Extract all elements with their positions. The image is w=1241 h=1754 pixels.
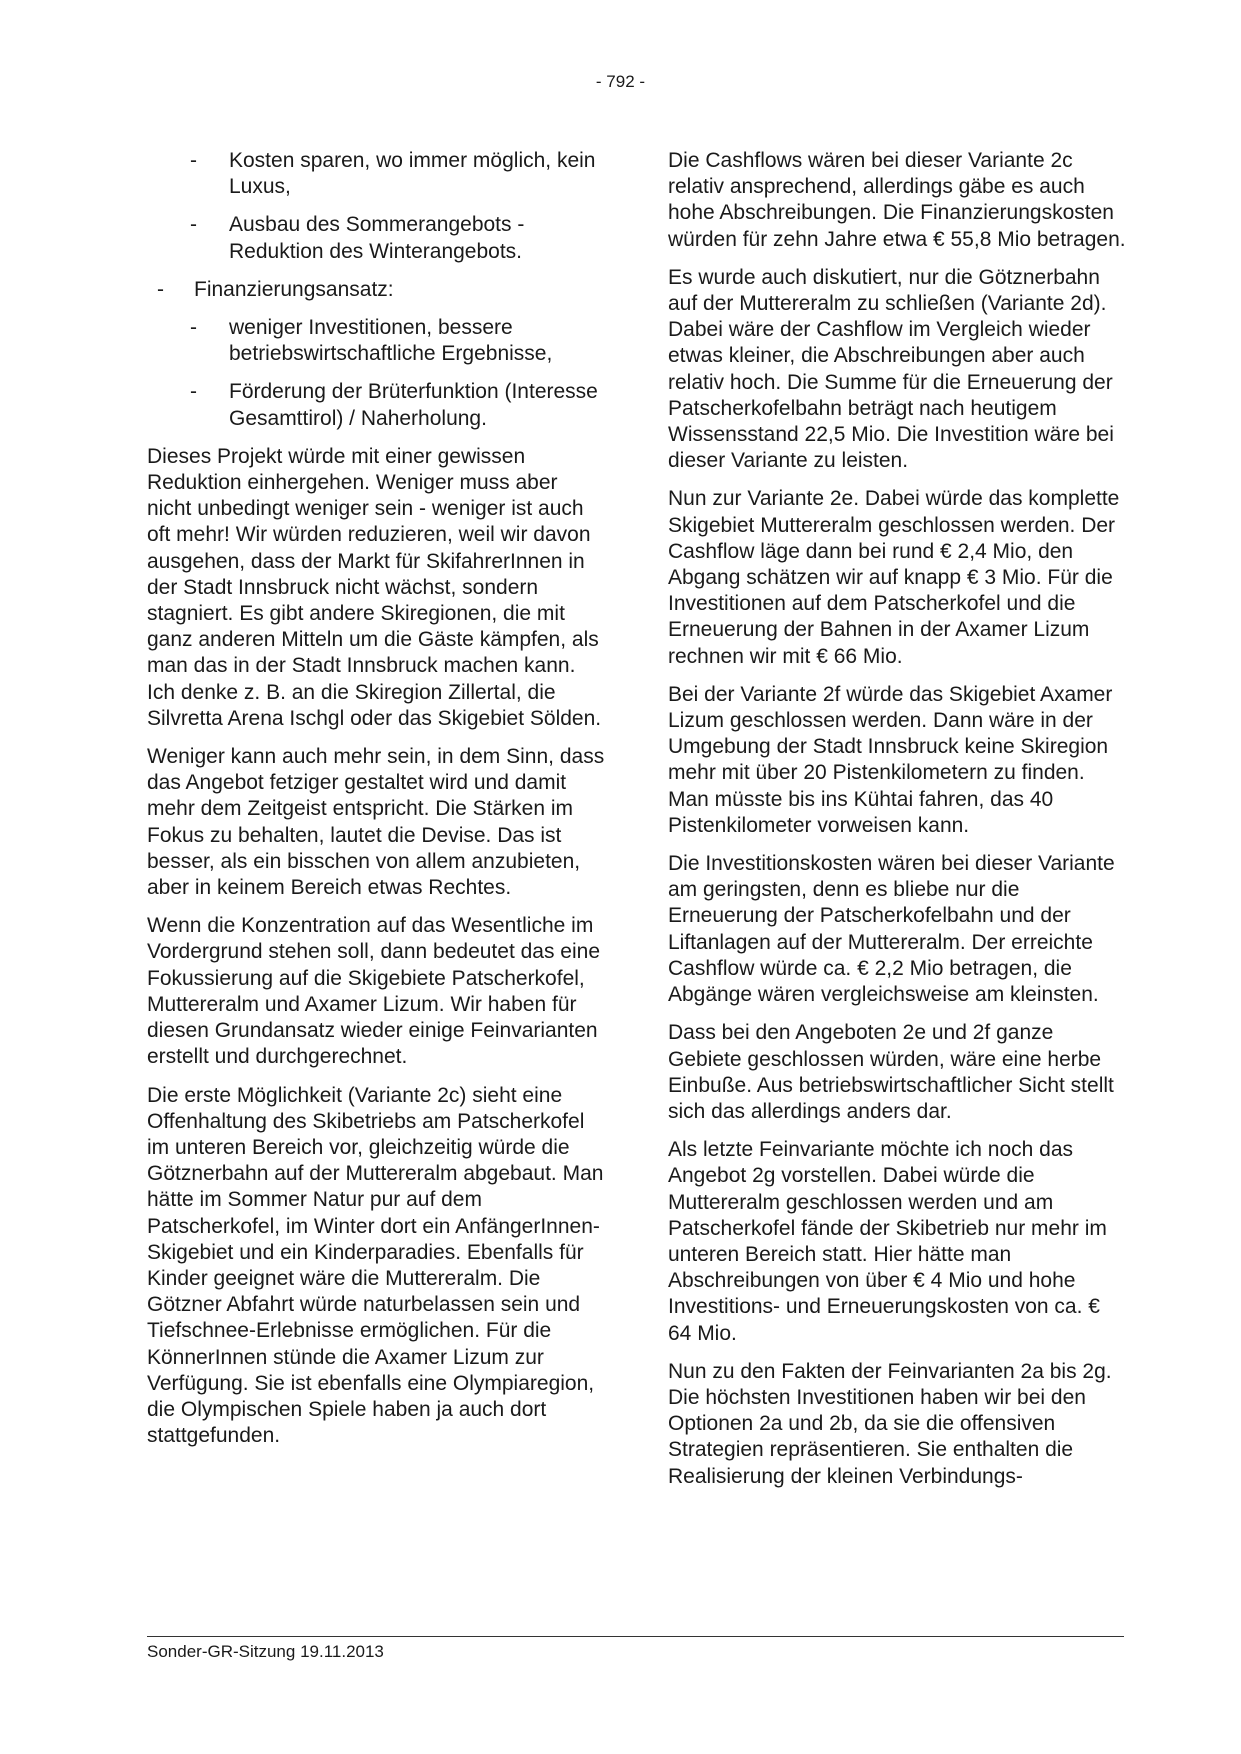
list-item (147, 277, 607, 303)
list-marker: - (190, 380, 197, 404)
list-item (147, 148, 607, 200)
paragraph: Dieses Projekt würde mit einer gewissen Reduktion einhergehen. Weniger muss aber nicht unbedingt weniger sein - weniger ist auch oft mehr! Wir würden reduzieren, weil wir davon ausgehen, dass der Markt für SkifahrerInnen in der Stadt Innsbruck nicht wächst, sondern stagniert. Es gibt andere Skiregionen, die mit ganz anderen Mitteln um die Gäste kämpfen, als man das in der Stadt Innsbruck machen kann. Ich denke z. B. an die Skiregion Zillertal, die Silvretta Arena Ischgl oder das Skigebiet Sölden. (147, 444, 602, 730)
list-marker: - (190, 316, 197, 340)
page-number: - 792 - (595, 72, 646, 91)
list-item-text: Kosten sparen, wo immer möglich, kein Luxus, (229, 149, 596, 199)
left-column (147, 148, 607, 1461)
paragraph: Als letzte Feinvariante möchte ich noch das Angebot 2g vorstellen. Dabei würde die Muttereralm geschlossen werden und am Patscherkofel fände der Skibetrieb nur mehr im unteren Bereich statt. Hier hätte man Abschreibungen von über € 4 Mio und hohe Investitions- und Erneuerungskosten von ca. € 64 Mio. (668, 1138, 1107, 1345)
paragraph: Weniger kann auch mehr sein, in dem Sinn, dass das Angebot fetziger gestaltet wird und damit mehr dem Zeitgeist entspricht. Die Stärken im Fokus zu behalten, lautet die Devise. Das ist besser, als ein bisschen von allem anzubieten, aber in keinem Bereich etwas Rechtes. (147, 745, 605, 900)
list-item-text: Förderung der Brüterfunktion (Interesse Gesamttirol) / Naherholung. (229, 380, 598, 430)
paragraph: Nun zu den Fakten der Feinvarianten 2a bis 2g. Die höchsten Investitionen haben wir bei den Optionen 2a und 2b, da sie die offensiven Strategien repräsentieren. Sie enthalten die Realisierung der kleinen Verbindungs- (668, 1359, 1112, 1488)
list-item-text: Finanzierungsansatz: (194, 277, 394, 301)
paragraph: Die Cashflows wären bei dieser Variante 2c relativ ansprechend, allerdings gäbe es auch hohe Abschreibungen. Die Finanzierungskosten würden für zehn Jahre etwa € 55,8 Mio betragen. (668, 149, 1126, 251)
paragraph: Es wurde auch diskutiert, nur die Götznerbahn auf der Muttereralm zu schließen (Variante 2d). Dabei wäre der Cashflow im Vergleich wieder etwas kleiner, die Abschreibungen aber auch relativ hoch. Die Summe für die Erneuerung der Patscherkofelbahn beträgt nach heutigem Wissensstand 22,5 Mio. Die Investition wäre bei dieser Variante zu leisten. (668, 265, 1114, 473)
list-item (147, 379, 607, 431)
paragraph: Nun zur Variante 2e. Dabei würde das komplette Skigebiet Muttereralm geschlossen werden. Der Cashflow läge dann bei rund € 2,4 Mio, den Abgang schätzen wir auf knapp € 3 Mio. Für die Investitionen auf dem Patscherkofel und die Erneuerung der Bahnen in der Axamer Lizum rechnen wir mit € 66 Mio. (668, 487, 1120, 668)
paragraph: Bei der Variante 2f würde das Skigebiet Axamer Lizum geschlossen werden. Dann wäre in der Umgebung der Stadt Innsbruck keine Skiregion mehr mit über 20 Pistenkilometern zu finden. Man müsste bis ins Kühtai fahren, das 40 Pistenkilometer vorweisen kann. (668, 682, 1113, 837)
paragraph: Wenn die Konzentration auf das Wesentliche im Vordergrund stehen soll, dann bedeutet das eine Fokussierung auf die Skigebiete Patscherkofel, Muttereralm und Axamer Lizum. Wir haben für diesen Grundansatz wieder einige Feinvarianten erstellt und durchgerechnet. (147, 914, 601, 1069)
paragraph: Dass bei den Angeboten 2e und 2f ganze Gebiete geschlossen würden, wäre eine herbe Einbuße. Aus betriebswirtschaftlicher Sicht stellt sich das allerdings anders dar. (668, 1021, 1114, 1123)
list-item (147, 212, 607, 264)
footer-text: Sonder-GR-Sitzung 19.11.2013 (147, 1642, 384, 1661)
right-column (668, 148, 1126, 1502)
list-item-text: weniger Investitionen, bessere betriebswirtschaftliche Ergebnisse, (229, 316, 553, 366)
paragraph: Die erste Möglichkeit (Variante 2c) sieht eine Offenhaltung des Skibetriebs am Patscherkofel im unteren Bereich vor, gleichzeitig würde die Götznerbahn auf der Muttereralm abgebaut. Man hätte im Sommer Natur pur auf dem Patscherkofel, im Winter dort ein AnfängerInnen-Skigebiet und ein Kinderparadies. Ebenfalls für Kinder geeignet wäre die Muttereralm. Die Götzner Abfahrt würde naturbelassen sein und Tiefschnee-Erlebnisse ermöglichen. Für die KönnerInnen stünde die Axamer Lizum zur Verfügung. Sie ist ebenfalls eine Olympiaregion, die Olympischen Spiele haben ja auch dort stattgefunden. (147, 1083, 604, 1448)
list-item (147, 315, 607, 367)
list-marker: - (190, 149, 197, 172)
list-marker: - (190, 213, 197, 237)
list-item-text: Ausbau des Sommerangebots - Reduktion des Winterangebots. (229, 213, 525, 263)
paragraph: Die Investitionskosten wären bei dieser Variante am geringsten, denn es bliebe nur die Erneuerung der Patscherkofelbahn und der Liftanlagen auf der Muttereralm. Der erreichte Cashflow würde ca. € 2,2 Mio betragen, die Abgänge wären vergleichsweise am kleinsten. (668, 852, 1115, 1007)
list-marker: - (157, 277, 164, 301)
footer-divider (147, 1636, 1124, 1637)
